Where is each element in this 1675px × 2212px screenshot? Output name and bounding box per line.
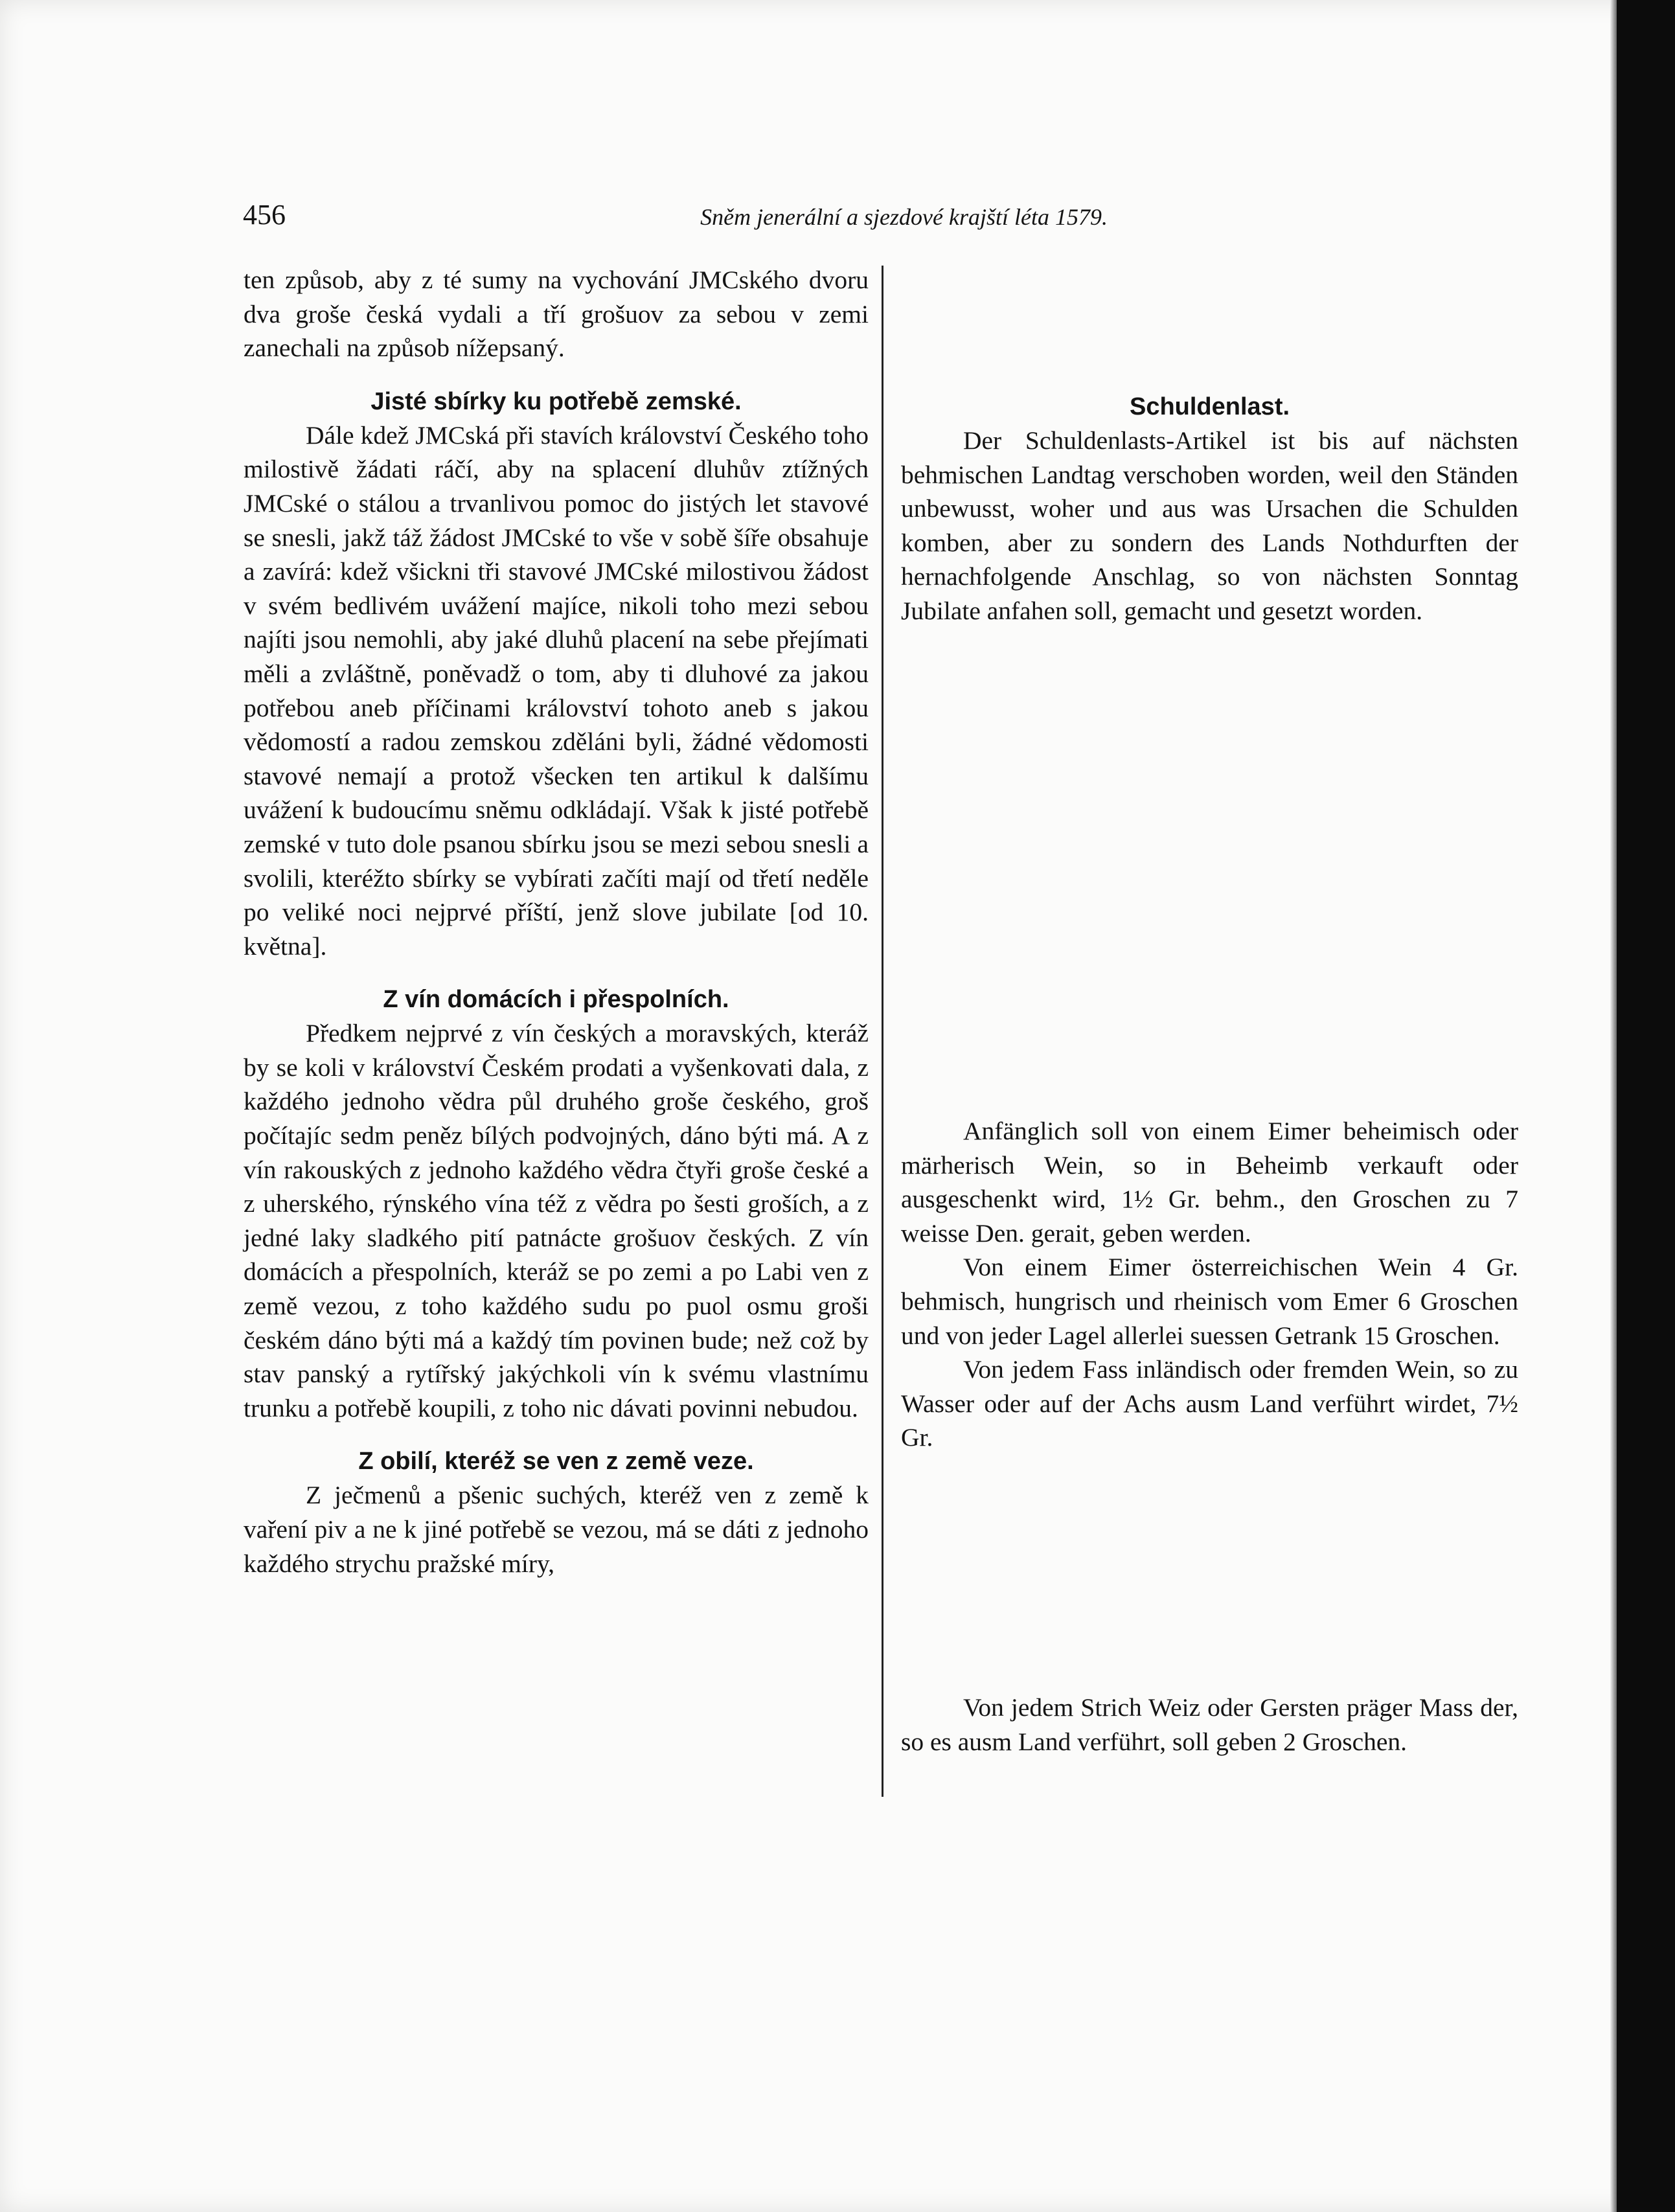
section-heading-z-vin: Z vín domácích i přespolních. xyxy=(383,986,729,1014)
paragraph-wine-2: Von einem Eimer österreichischen Wein 4 Gr. behmisch, hungrisch und rheinisch vom Emer 6 Groschen und von jeder Lagel allerlei suessen Getrank 15 Groschen. xyxy=(901,1253,1518,1350)
left-column-czech xyxy=(244,263,869,1580)
paragraph-wine-3: Von jedem Fass inländisch oder fremden Wein, so zu Wasser oder auf der Achs ausm Land verführt wirdet, 7½ Gr. xyxy=(901,1355,1518,1452)
paragraph-jiste-sbirky: Dále kdež JMCská při stavích království Českého toho milostivě žádati ráčí, aby na splacení dluhův ztížných JMCské o stálou a trvanlivou pomoc do jistých let stavové se snesli, jakž táž žádost JMCské to vše v sobě šíře obsahuje a zavírá: kdež všickni tři stavové JMCské milostivou žádost v svém bedlivém uvážení majíce, nikoli toho mezi sebou najíti jsou nemohli, aby jaké dluhů placení na sebe přejímati měli a zvláštně, poněvadž o tom, aby ti dluhové za jakou potřebou aneb příčinami království tohoto aneb s jakou vědomostí a radou zemskou zděláni byli, žádné vědomosti stavové nemají a protož všecken ten artikul k dalšímu uvážení k budoucímu sněmu odkládají. Však k jisté potřebě zemské v tuto dole psanou sbírku jsou se mezi sebou snesli a svolili, kteréžto sbírky se vybírati začíti mají od třetí neděle po veliké noci nejprvé příští, jenž slove jubilate [od 10. května]. xyxy=(244,420,869,961)
page-number: 456 xyxy=(243,199,286,231)
right-column-german xyxy=(901,390,1518,628)
paragraph-z-vin: Předkem nejprvé z vín českých a moravských, kteráž by se koli v království Českém prodati a vyšenkovati dala, z každého jednoho vědra půl druhého groše českého, groš počítajíc sedm peněz bílých podvojných, dáno býti má. A z vín rakouských z jednoho každého vědra čtyři groše české a z uherského, rýnského vína též z vědra po šesti groších, a z jedné laky sladkého pití patnácte grošuov českých. Z vín domácích a přespolních, kteráž se po zemi a po Labi ven z země vezou, z toho každého sudu po puol osmu groši českém dáno býti má a každý tím povinen bude; než což by stav panský a rytířský jakýchkoli vín k svému vlastnímu trunku a potřebě koupili, z toho nic dávati povinni nebudou. xyxy=(244,1019,869,1422)
paragraph-wine-1: Anfänglich soll von einem Eimer beheimisch oder märherisch Wein, so in Beheimb verkauft oder ausgeschenkt wird, 1½ Gr. behm., den Groschen zu 7 weisse Den. gerait, geben werden. xyxy=(901,1117,1518,1248)
paragraph-z-obili: Z ječmenů a pšenic suchých, kteréž ven z země k vaření piv a ne k jiné potřebě se vezou, má se dáti z jednoho každého strychu pražské míry, xyxy=(244,1481,869,1578)
opening-paragraph: ten způsob, aby z té sumy na vychování JMCského dvoru dva groše česká vydali a tří grošuov za sebou v zemi zanechali na způsob nížepsaný. xyxy=(244,266,869,363)
scan-binding-border xyxy=(1617,0,1675,2212)
section-heading-z-obili: Z obilí, kteréž se ven z země veze. xyxy=(358,1448,754,1476)
column-divider-rule xyxy=(882,266,883,1797)
right-column-wine xyxy=(901,1114,1518,1455)
running-header: Sněm jenerální a sjezdové krajští léta 1579. xyxy=(700,204,1108,230)
paragraph-schuldenlast: Der Schuldenlasts-Artikel ist bis auf nächsten behmischen Landtag verschoben worden, weil den Ständen unbewusst, woher und aus was Ursachen die Schulden komben, aber zu sondern des Lands Nothdurften der hernachfolgende Anschlag, so von nächsten Sonntag Jubilate anfahen soll, gemacht und gesetzt worden. xyxy=(901,426,1518,625)
paragraph-grain: Von jedem Strich Weiz oder Gersten präger Mass der, so es ausm Land verführt, soll geben 2 Groschen. xyxy=(901,1693,1518,1756)
right-column-grain xyxy=(901,1691,1518,1759)
page-edge-shadow xyxy=(1610,0,1617,2212)
section-heading-schuldenlast: Schuldenlast. xyxy=(1129,393,1290,420)
section-heading-jiste-sbirky: Jisté sbírky ku potřebě zemské. xyxy=(370,387,742,415)
